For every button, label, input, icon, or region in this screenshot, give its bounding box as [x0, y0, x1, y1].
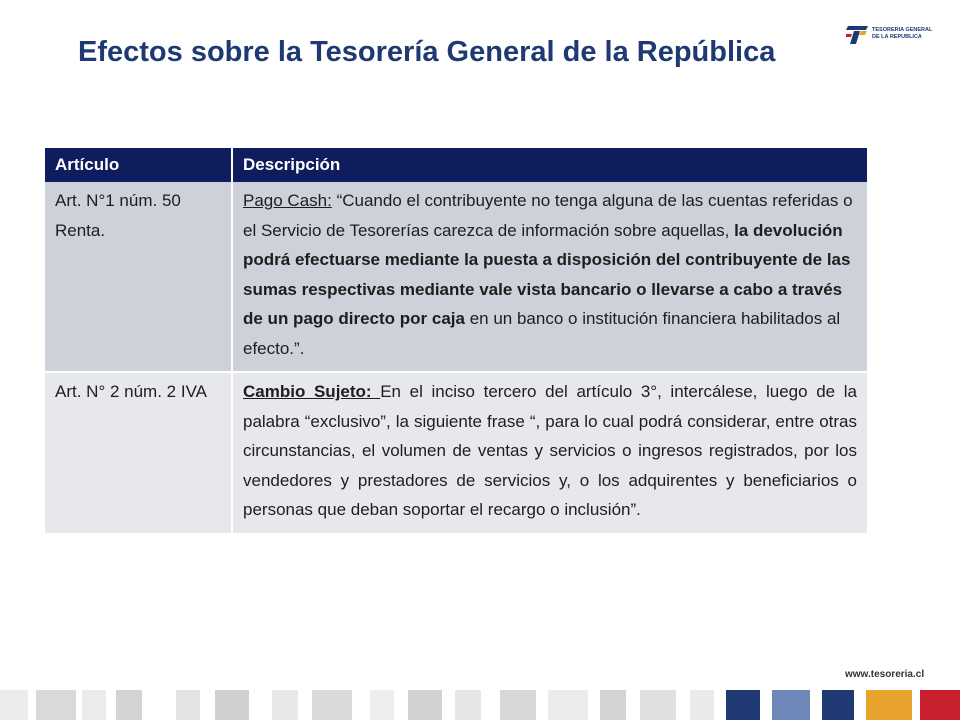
tesoreria-logo-icon	[846, 24, 870, 46]
description-text: En el inciso tercero del artículo 3°, intercálese, luego de la palabra “exclusivo”, la siguiente frase “, para lo cual podrá considerar, entre otras circunstancias, el volumen de ventas y servicios o ingresos registrados, por los vendedores y prestadores de servicios y, o los adquirentes y beneficiarios o personas que deban soportar el recargo o inclusión”.	[243, 382, 857, 519]
table-row	[45, 182, 867, 372]
slide-title: Efectos sobre la Tesorería General de la República	[78, 36, 776, 68]
logo-line-2: DE LA REPUBLICA	[872, 34, 922, 40]
decorative-footer-strip	[0, 690, 960, 720]
description-text: “Cuando el contribuyente no tenga alguna de las cuentas referidas o el Servicio de Tesorerías carezca de información sobre aquellas,	[243, 191, 853, 240]
table-header-row	[45, 148, 867, 182]
table-row	[45, 372, 867, 533]
articles-table	[45, 148, 867, 533]
description-bold: la devolución podrá efectuarse mediante la puesta a disposición del contribuyente de las sumas respectivas mediante vale vista bancario o llevarse a cabo a través de un pago directo por caja	[243, 220, 851, 328]
description-text-end: en un banco o institución financiera habilitados al efecto.”.	[243, 309, 841, 358]
article-cell: Art. N°1 núm. 50 Renta.	[45, 182, 232, 372]
footer-url: www.tesoreria.cl	[845, 669, 925, 680]
tesoreria-logo	[846, 24, 946, 48]
logo-line-1: TESORERIA GENERAL	[872, 27, 933, 33]
header-descripcion: Descripción	[232, 148, 867, 182]
header-articulo: Artículo	[45, 148, 232, 182]
article-cell: Art. N° 2 núm. 2 IVA	[45, 372, 232, 533]
description-lead: Cambio Sujeto:	[243, 382, 381, 401]
description-lead: Pago Cash:	[243, 191, 332, 210]
description-cell	[232, 372, 867, 533]
description-cell	[232, 182, 867, 372]
